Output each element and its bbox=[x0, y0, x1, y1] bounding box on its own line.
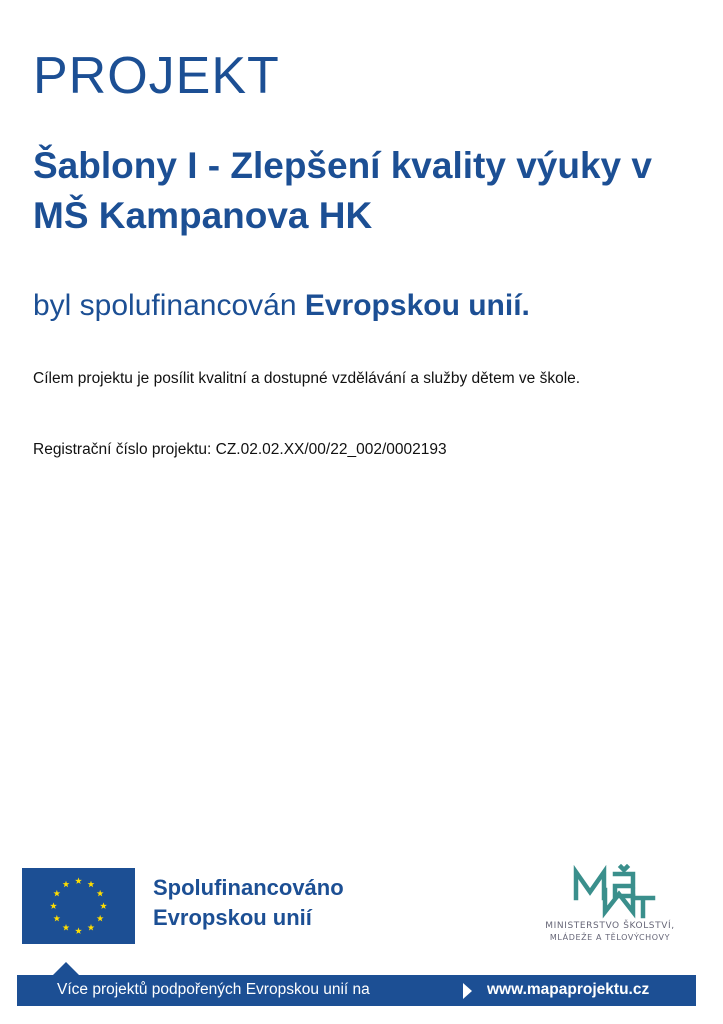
registration-number: Registrační číslo projektu: CZ.02.02.XX/00/22_002/0002193 bbox=[33, 441, 447, 458]
page-heading: PROJEKT bbox=[33, 47, 280, 105]
project-name: Šablony I - Zlepšení kvality výuky v MŠ Kampanova HK bbox=[33, 145, 652, 236]
funding-emphasis: Evropskou unií. bbox=[304, 289, 530, 322]
banner-url-link[interactable]: www.mapaprojektu.cz bbox=[487, 981, 650, 998]
funding-prefix: byl spolufinancován bbox=[33, 289, 305, 322]
eu-logo-line2: Evropskou unií bbox=[153, 905, 312, 930]
play-arrow-icon bbox=[463, 983, 472, 999]
eu-logo-line1: Spolufinancováno bbox=[153, 875, 344, 900]
banner-text: Více projektů podpořených Evropskou unií na bbox=[57, 981, 370, 998]
msmt-mark-icon bbox=[530, 864, 690, 920]
banner-notch bbox=[53, 962, 79, 975]
funding-statement bbox=[33, 286, 530, 326]
msmt-logo bbox=[530, 864, 690, 949]
project-goal: Cílem projektu je posílit kvalitní a dostupné vzdělávání a služby dětem ve škole. bbox=[33, 370, 581, 387]
eu-flag-icon bbox=[22, 868, 135, 944]
msmt-line2: MLÁDEŽE A TĚLOVÝCHOVY bbox=[549, 933, 671, 942]
msmt-line1: MINISTERSTVO ŠKOLSTVÍ, bbox=[545, 921, 675, 931]
eu-logo-text bbox=[153, 873, 344, 933]
footer-banner bbox=[17, 975, 696, 1006]
